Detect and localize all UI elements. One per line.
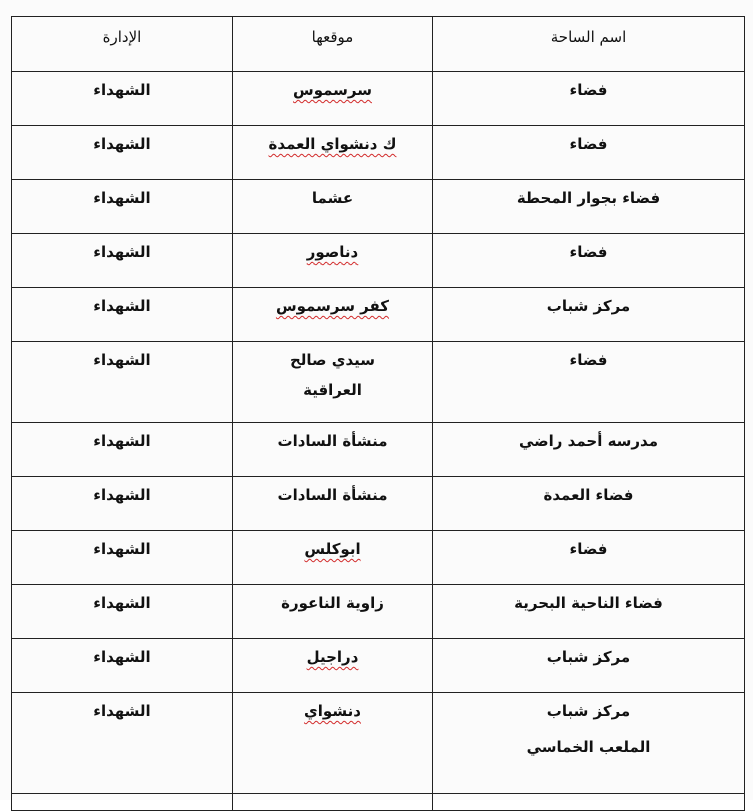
cell-name: فضاء بجوار المحطة xyxy=(433,180,745,234)
cell-name xyxy=(433,693,745,794)
cell-location xyxy=(233,531,433,585)
table-row xyxy=(12,288,745,342)
cell-location xyxy=(233,639,433,693)
cell-admin: الشهداء xyxy=(12,639,233,693)
cell-admin: الشهداء xyxy=(12,423,233,477)
table-row xyxy=(12,180,745,234)
cell-location xyxy=(233,72,433,126)
cell-name: فضاء xyxy=(433,531,745,585)
cell-location-text: ابوكلس xyxy=(304,540,361,558)
cell-name xyxy=(433,794,745,811)
cell-location-text: دناصور xyxy=(306,243,359,261)
cell-admin: الشهداء xyxy=(12,72,233,126)
cell-location-text: دنشواي xyxy=(304,702,361,720)
table-row xyxy=(12,342,745,423)
table-row-cut-off xyxy=(12,794,745,811)
cell-location xyxy=(233,288,433,342)
cell-name: فضاء الناحية البحرية xyxy=(433,585,745,639)
header-admin: الإدارة xyxy=(12,17,233,72)
table-row xyxy=(12,423,745,477)
cell-name: فضاء xyxy=(433,72,745,126)
header-name: اسم الساحة xyxy=(433,17,745,72)
cell-name: فضاء العمدة xyxy=(433,477,745,531)
table-row xyxy=(12,531,745,585)
table-row xyxy=(12,234,745,288)
cell-location: عشما xyxy=(233,180,433,234)
cell-location-text: سرسموس xyxy=(293,81,372,99)
cell-name: مركز شباب xyxy=(433,288,745,342)
cell-location: منشأة السادات xyxy=(233,423,433,477)
cell-location: منشأة السادات xyxy=(233,477,433,531)
cell-name: فضاء xyxy=(433,234,745,288)
cell-name: مركز شباب xyxy=(433,639,745,693)
squares-table xyxy=(11,16,745,811)
cell-location-text: كفر سرسموس xyxy=(275,297,390,315)
cell-name: مدرسه أحمد راضي xyxy=(433,423,745,477)
cell-location xyxy=(233,126,433,180)
cell-admin: الشهداء xyxy=(12,288,233,342)
cell-location xyxy=(233,342,433,423)
table-row xyxy=(12,585,745,639)
cell-location xyxy=(233,234,433,288)
cell-location: زاوية الناعورة xyxy=(233,585,433,639)
table-row xyxy=(12,639,745,693)
cell-admin xyxy=(12,794,233,811)
cell-name: فضاء xyxy=(433,126,745,180)
cell-location xyxy=(233,794,433,811)
cell-admin: الشهداء xyxy=(12,126,233,180)
cell-location-text: سيدي صالح xyxy=(289,351,376,369)
cell-location-text: دراجيل xyxy=(306,648,359,666)
cell-admin: الشهداء xyxy=(12,342,233,423)
cell-admin: الشهداء xyxy=(12,180,233,234)
cell-admin: الشهداء xyxy=(12,477,233,531)
cell-admin: الشهداء xyxy=(12,234,233,288)
table-header-row xyxy=(12,17,745,72)
table-row xyxy=(12,72,745,126)
header-location: موقعها xyxy=(233,17,433,72)
cell-name-line2: الملعب الخماسي xyxy=(526,738,651,756)
cell-admin: الشهداء xyxy=(12,693,233,794)
cell-name: فضاء xyxy=(433,342,745,423)
cell-admin: الشهداء xyxy=(12,585,233,639)
cell-name-text: مركز شباب xyxy=(546,702,631,720)
table-row xyxy=(12,126,745,180)
cell-location-text: ك دنشواي العمدة xyxy=(268,135,397,153)
cell-admin: الشهداء xyxy=(12,531,233,585)
table-row xyxy=(12,477,745,531)
cell-location-line2: العراقية xyxy=(303,381,362,399)
table-row xyxy=(12,693,745,794)
cell-location xyxy=(233,693,433,794)
